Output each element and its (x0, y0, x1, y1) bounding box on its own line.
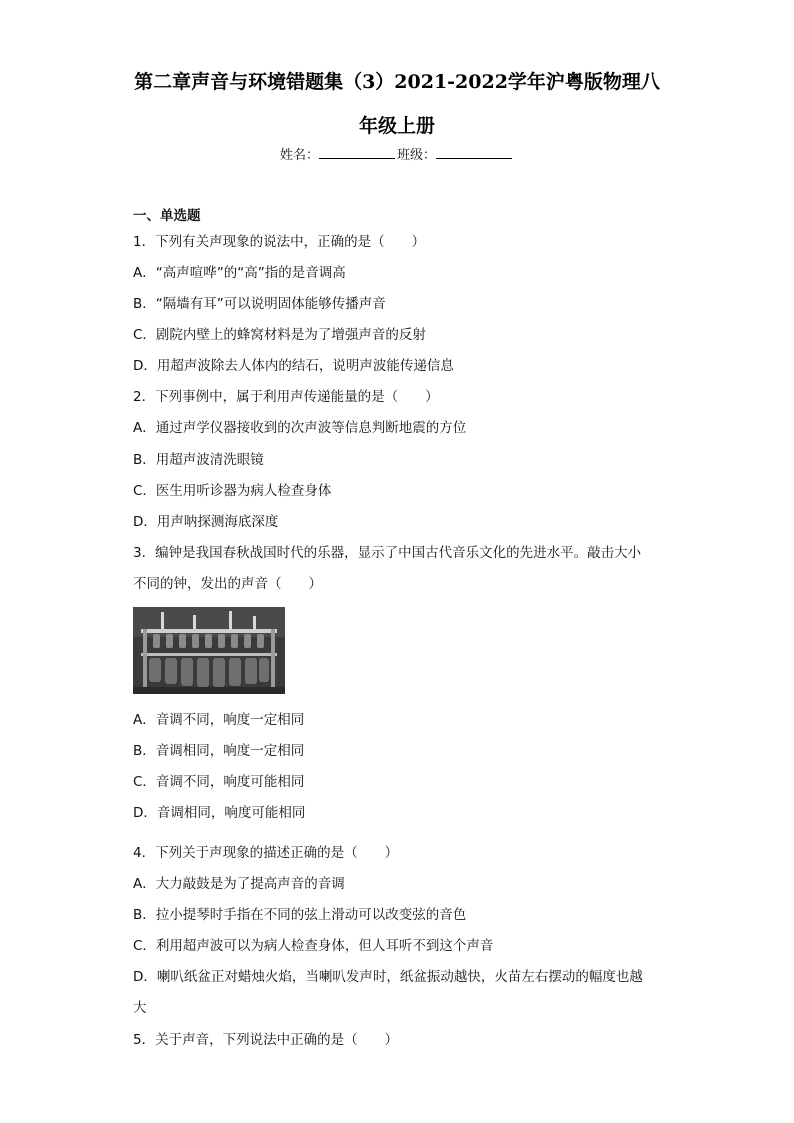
question-4-stem: 4．下列关于声现象的描述正确的是（ ） (133, 845, 399, 861)
question-3-stem-line1: 3．编钟是我国春秋战国时代的乐器，显示了中国古代音乐文化的先进水平。敲击大小 (133, 545, 642, 561)
question-4-option-a: A．大力敲鼓是为了提高声音的音调 (133, 876, 345, 892)
document-title-line2: 年级上册 (358, 115, 435, 137)
document-title-line1: 第二章声音与环境错题集（3）2021-2022学年沪粤版物理八 (134, 71, 660, 93)
name-label: 姓名： (279, 148, 319, 163)
question-2-option-a: A．通过声学仪器接收到的次声波等信息判断地震的方位 (133, 420, 467, 436)
question-2-option-b: B．用超声波清洗眼镜 (133, 452, 264, 468)
question-3-option-c: C．音调不同，响度可能相同 (133, 774, 305, 790)
bianzhong-bells-photo (133, 607, 285, 694)
question-3-option-b: B．音调相同，响度一定相同 (133, 743, 305, 759)
question-1-option-b: B．“隔墙有耳”可以说明固体能够传播声音 (133, 296, 386, 312)
question-4-option-c: C．利用超声波可以为病人检查身体，但人耳听不到这个声音 (133, 938, 494, 954)
question-1-option-c: C．剧院内壁上的蜂窝材料是为了增强声音的反射 (133, 327, 426, 343)
question-4-option-b: B．拉小提琴时手指在不同的弦上滑动可以改变弦的音色 (133, 907, 467, 923)
question-2-stem: 2．下列事例中，属于利用声传递能量的是（ ） (133, 389, 439, 405)
bells-photo-graphic (133, 607, 285, 694)
question-4-option-d-line1: D．喇叭纸盆正对蜡烛火焰，当喇叭发声时，纸盆振动越快，火苗左右摆动的幅度也越 (133, 969, 643, 985)
question-1-option-a: A．“高声喧哗”的“高”指的是音调高 (133, 265, 346, 281)
question-5-stem: 5．关于声音，下列说法中正确的是（ ） (133, 1032, 399, 1048)
question-1-stem: 1．下列有关声现象的说法中，正确的是（ ） (133, 234, 426, 250)
question-2-option-c: C．医生用听诊器为病人检查身体 (133, 483, 332, 499)
question-2-option-d: D．用声呐探测海底深度 (133, 514, 279, 530)
name-blank[interactable] (319, 144, 395, 159)
question-4-option-d-line2: 大 (133, 1000, 147, 1016)
question-1-option-d: D．用超声波除去人体内的结石，说明声波能传递信息 (133, 358, 454, 374)
question-3-option-d: D．音调相同，响度可能相同 (133, 805, 306, 821)
question-3-stem-line2: 不同的钟，发出的声音（ ） (133, 576, 322, 592)
class-blank[interactable] (436, 144, 512, 159)
section-heading-single-choice: 一、单选题 (133, 208, 201, 224)
student-info-line (0, 144, 794, 166)
class-label: 班级： (397, 148, 437, 163)
question-3-option-a: A．音调不同，响度一定相同 (133, 712, 305, 728)
